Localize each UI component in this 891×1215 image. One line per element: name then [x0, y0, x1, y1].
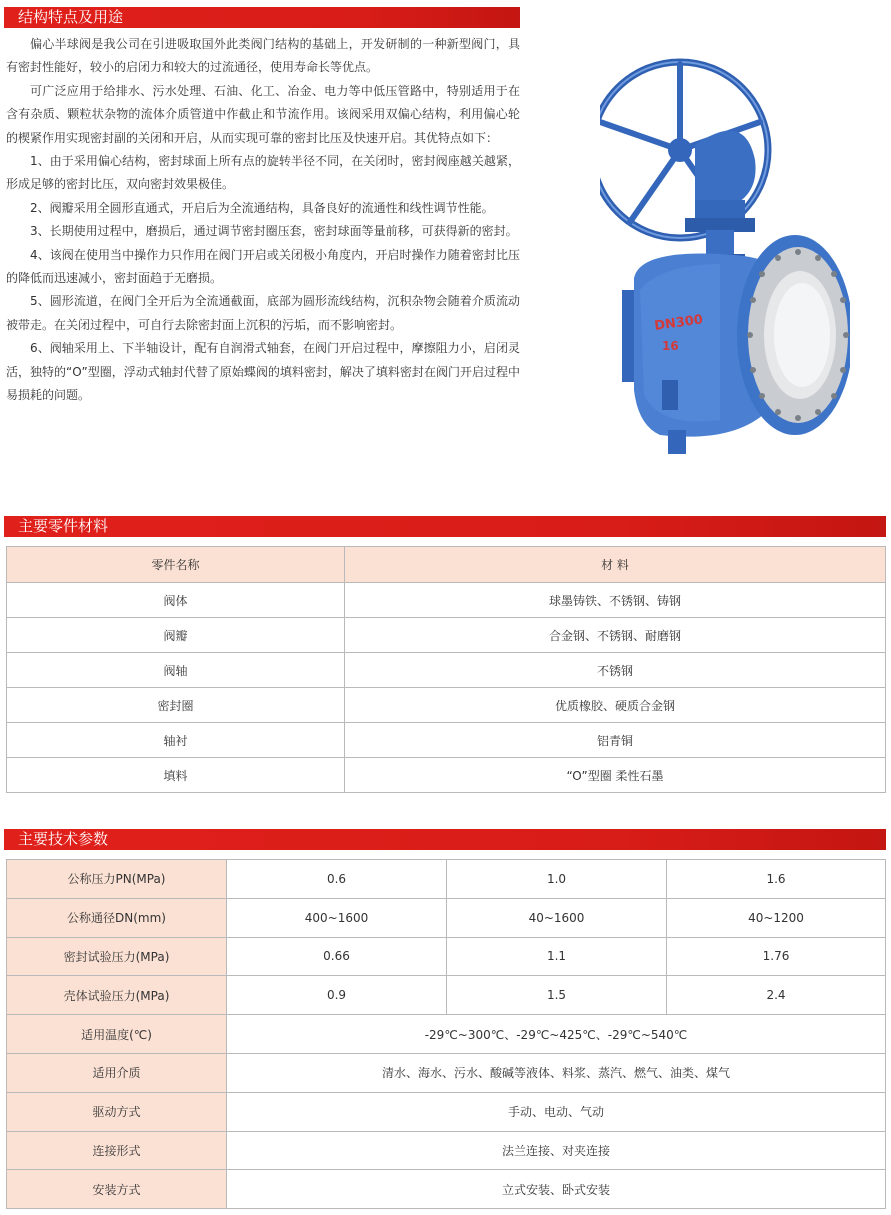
table-header-row: [7, 547, 886, 583]
spec-label: 公称通径DN(mm): [7, 898, 227, 937]
spec-value: 0.6: [227, 860, 447, 899]
table-row: [7, 1092, 886, 1131]
gearbox: [685, 131, 756, 264]
valve-size-marking: DN300: [653, 312, 704, 334]
part-name-cell: 轴衬: [7, 723, 345, 758]
table-row: [7, 937, 886, 976]
table-row: [7, 1015, 886, 1054]
spec-value: 400~1600: [227, 898, 447, 937]
spec-label: 连接形式: [7, 1131, 227, 1170]
table-row: [7, 1131, 886, 1170]
material-cell: “O”型圈 柔性石墨: [345, 758, 886, 793]
section-title-features: 结构特点及用途: [4, 7, 520, 28]
part-name-cell: 阀轴: [7, 653, 345, 688]
specs-table: [6, 859, 886, 1209]
spec-value: 0.9: [227, 976, 447, 1015]
part-name-cell: 阀瓣: [7, 618, 345, 653]
feature-item: 3、长期使用过程中，磨损后，通过调节密封圈压套，密封球面等量前移，可获得新的密封。: [30, 224, 518, 239]
table-row: [7, 976, 886, 1015]
feature-item: 4、该阀在使用当中操作力只作用在阀门开启或关闭极小角度内，开启时操作力随着密封比压的降低而迅速减小，密封面趋于无磨损。: [6, 247, 520, 286]
valve-product-image: [600, 50, 850, 470]
spec-value: 清水、海水、污水、酸碱等液体、料浆、蒸汽、燃气、油类、煤气: [227, 1053, 886, 1092]
table-row: [7, 1170, 886, 1209]
feature-item: 2、阀瓣采用全圆形直通式，开启后为全流通结构，具备良好的流通性和线性调节性能。: [30, 200, 494, 215]
material-cell: 球墨铸铁、不锈钢、铸钢: [345, 583, 886, 618]
spec-value: 40~1600: [447, 898, 667, 937]
spec-value: 40~1200: [667, 898, 886, 937]
spec-value: 0.66: [227, 937, 447, 976]
spec-value: 1.76: [667, 937, 886, 976]
column-header-material: 材 料: [345, 547, 886, 583]
valve-flange: [737, 235, 850, 435]
spec-label: 驱动方式: [7, 1092, 227, 1131]
spec-value: 2.4: [667, 976, 886, 1015]
spec-label: 公称压力PN(MPa): [7, 860, 227, 899]
spec-value: 立式安装、卧式安装: [227, 1170, 886, 1209]
feature-item: 1、由于采用偏心结构，密封球面上所有点的旋转半径不同，在关闭时，密封阀座越关越紧，形成足够的密封比压，双向密封效果极佳。: [6, 154, 520, 192]
material-cell: 铝青铜: [345, 723, 886, 758]
table-row: [7, 688, 886, 723]
intro-paragraph: 可广泛应用于给排水、污水处理、石油、化工、冶金、电力等中低压管路中，特别适用于在含有杂质、颗粒状杂物的流体介质管道中作截止和节流作用。该阀采用双偏心结构，利用偏心轮的楔紧作用实现密封副的关闭和开启，从而实现可靠的密封比压及快速开启。其优特点如下：: [6, 83, 520, 145]
part-name-cell: 密封圈: [7, 688, 345, 723]
feature-item: 6、阀轴采用上、下半轴设计，配有自润滑式轴套，在阀门开启过程中，摩擦阻力小，启闭灵活，独特的“O”型圈，浮动式轴封代替了原始蝶阀的填料密封，解决了填料密封在阀门开启过程中易损耗的问题。: [6, 341, 520, 403]
spec-label: 适用温度(℃): [7, 1015, 227, 1054]
table-row: [7, 758, 886, 793]
spec-label: 密封试验压力(MPa): [7, 937, 227, 976]
section-title-specs: 主要技术参数: [4, 829, 886, 850]
section-title-materials: 主要零件材料: [4, 516, 886, 537]
spec-value: 1.0: [447, 860, 667, 899]
material-cell: 优质橡胶、硬质合金钢: [345, 688, 886, 723]
column-header-part-name: 零件名称: [7, 547, 345, 583]
valve-pressure-marking: 16: [662, 339, 679, 353]
spec-label: 壳体试验压力(MPa): [7, 976, 227, 1015]
part-name-cell: 阀体: [7, 583, 345, 618]
part-name-cell: 填料: [7, 758, 345, 793]
spec-value: -29℃~300℃、-29℃~425℃、-29℃~540℃: [227, 1015, 886, 1054]
material-cell: 不锈钢: [345, 653, 886, 688]
spec-value: 1.1: [447, 937, 667, 976]
table-row: [7, 898, 886, 937]
table-row: [7, 1053, 886, 1092]
materials-table: [6, 546, 886, 793]
material-cell: 合金钢、不锈钢、耐磨钢: [345, 618, 886, 653]
intro-text: [6, 33, 520, 408]
table-row: [7, 618, 886, 653]
table-row: [7, 653, 886, 688]
table-row: [7, 583, 886, 618]
spec-value: 手动、电动、气动: [227, 1092, 886, 1131]
spec-value: 1.5: [447, 976, 667, 1015]
spec-label: 安装方式: [7, 1170, 227, 1209]
table-row: [7, 860, 886, 899]
feature-item: 5、圆形流道，在阀门全开后为全流通截面，底部为圆形流线结构，沉积杂物会随着介质流动被带走。在关闭过程中，可自行去除密封面上沉积的污垢，而不影响密封。: [6, 294, 520, 332]
table-row: [7, 723, 886, 758]
intro-paragraph: 偏心半球阀是我公司在引进吸取国外此类阀门结构的基础上，开发研制的一种新型阀门，具有密封性能好，较小的启闭力和较大的过流通径，使用寿命长等优点。: [6, 37, 520, 75]
spec-label: 适用介质: [7, 1053, 227, 1092]
spec-value: 法兰连接、对夹连接: [227, 1131, 886, 1170]
spec-value: 1.6: [667, 860, 886, 899]
